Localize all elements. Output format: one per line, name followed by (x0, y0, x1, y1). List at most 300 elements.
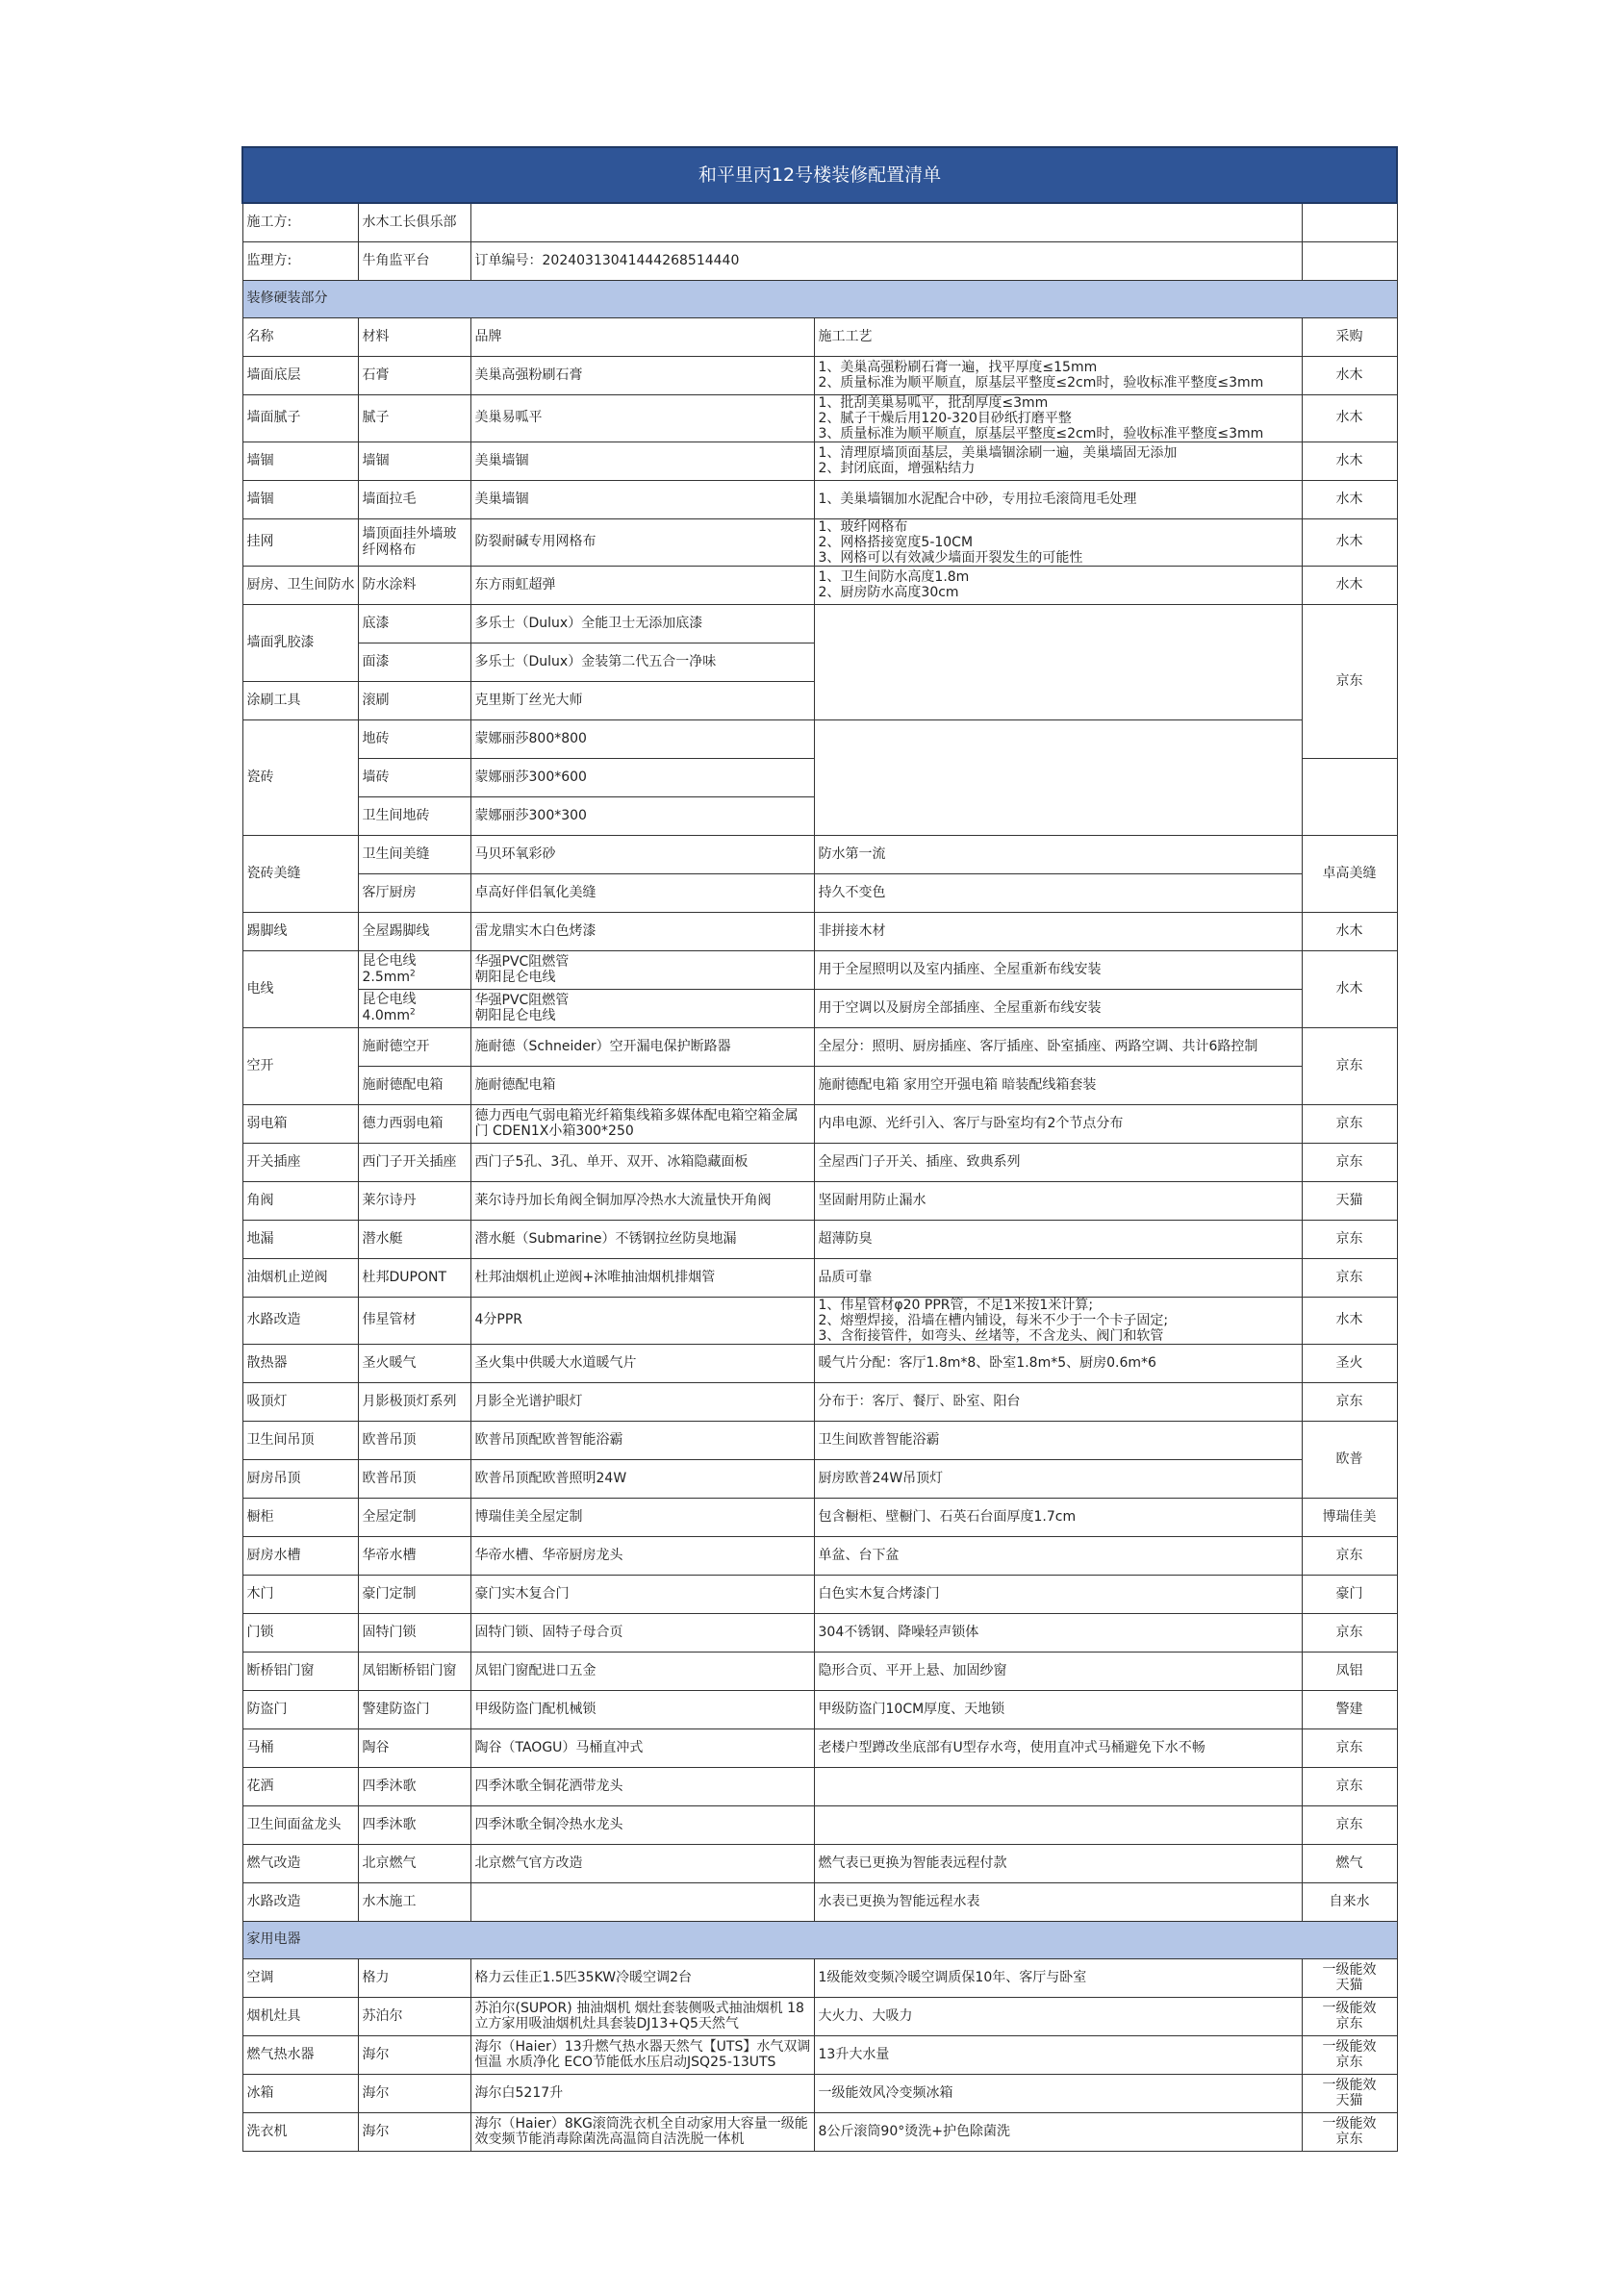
table-row (242, 989, 1397, 1027)
cell-name: 马桶 (242, 1728, 358, 1767)
cell-process-line: 1、伟星管材φ20 PPR管，不足1米按1米计算; (818, 1297, 1094, 1313)
cell-purchase: 水木 (1302, 442, 1397, 480)
cell-brand-line: 门 CDEN1X小箱300*250 (474, 1123, 634, 1139)
cell-name: 水路改造 (242, 1882, 358, 1921)
table-row (242, 480, 1397, 518)
appliance-row (242, 2112, 1397, 2151)
table-row (242, 394, 1397, 442)
table-row (242, 1258, 1397, 1297)
cell-process-line: 全屋西门子开关、插座、致典系列 (818, 1154, 1021, 1170)
cell-brand: 潜水艇（Submarine）不锈钢拉丝防臭地漏 (470, 1220, 814, 1258)
cell-name: 厨房吊顶 (242, 1459, 358, 1498)
appliance-process (814, 2035, 1302, 2074)
section-appliances-label: 家用电器 (242, 1921, 1397, 1958)
cell-purchase: 京东 (1302, 1382, 1397, 1421)
table-row (242, 1104, 1397, 1143)
cell-material: 底漆 (358, 604, 470, 643)
cell-material: 陶谷 (358, 1728, 470, 1767)
cell-purchase: 水木 (1302, 480, 1397, 518)
cell-process-line: 2、厨房防水高度30cm (818, 585, 959, 600)
cell-brand-line: 朝阳昆仑电线 (474, 1008, 556, 1023)
cell-process (814, 989, 1302, 1027)
cell-process-line: 白色实木复合烤漆门 (818, 1586, 940, 1602)
appliance-purchase-line: 天猫 (1335, 1978, 1363, 1993)
cell-process (814, 604, 1302, 719)
table-row (242, 912, 1397, 950)
cell-material: 施耐德配电箱 (358, 1066, 470, 1104)
appliance-purchase-line: 天猫 (1335, 2093, 1363, 2108)
cell-process-line: 1、美巢高强粉刷石膏一遍，找平厚度≤15mm (818, 360, 1098, 375)
cell-process (814, 1220, 1302, 1258)
cell-process-line: 品质可靠 (818, 1270, 873, 1285)
cell-process (814, 1652, 1302, 1690)
cell-brand: 蒙娜丽莎300*300 (470, 796, 814, 835)
cell-material: 客厅厨房 (358, 873, 470, 912)
appliance-process (814, 1958, 1302, 1997)
cell-name: 墙面腻子 (242, 394, 358, 442)
cell-process (814, 1104, 1302, 1143)
cell-process-line: 2、封闭底面，增强粘结力 (818, 461, 976, 476)
cell-material: 固特门锁 (358, 1613, 470, 1652)
contractor-blank (470, 203, 1302, 241)
cell-name: 厨房、卫生间防水 (242, 566, 358, 604)
cell-brand: 4分PPR (470, 1297, 814, 1344)
cell-process-line: 包含橱柜、壁橱门、石英石台面厚度1.7cm (818, 1509, 1077, 1525)
cell-brand: 施耐德配电箱 (470, 1066, 814, 1104)
appliance-process-line: 1级能效变频冷暖空调质保10年、客厅与卧室 (818, 1970, 1087, 1985)
cell-purchase: 京东 (1302, 1613, 1397, 1652)
cell-process-line: 超薄防臭 (818, 1231, 873, 1247)
table-row (242, 719, 1397, 758)
appliance-material: 海尔 (358, 2035, 470, 2074)
cell-process-line: 3、含衔接管件，如弯头、丝堵等，不含龙头、阀门和软管 (818, 1327, 1164, 1344)
cell-process-line: 2、腻子干燥后用120-320目砂纸打磨平整 (818, 410, 1072, 426)
cell-brand: 马贝环氧彩砂 (470, 835, 814, 873)
cell-name: 涂刷工具 (242, 681, 358, 719)
cell-name: 挂网 (242, 518, 358, 566)
appliance-name: 烟机灶具 (242, 1997, 358, 2035)
cell-material: 水木施工 (358, 1882, 470, 1921)
table-row (242, 1652, 1397, 1690)
cell-brand: 北京燃气官方改造 (470, 1844, 814, 1882)
table-row (242, 1297, 1397, 1344)
cell-name: 水路改造 (242, 1297, 358, 1344)
cell-process-line: 1、卫生间防水高度1.8m (818, 569, 970, 585)
appliance-name: 燃气热水器 (242, 2035, 358, 2074)
cell-brand: 施耐德（Schneider）空开漏电保护断路器 (470, 1027, 814, 1066)
appliance-brand (470, 2035, 814, 2074)
cell-brand: 圣火集中供暖大水道暖气片 (470, 1344, 814, 1382)
cell-brand (470, 950, 814, 989)
cell-process (814, 1767, 1302, 1805)
cell-process (814, 1258, 1302, 1297)
cell-brand-line: 华强PVC阻燃管 (474, 993, 570, 1008)
cell-purchase: 京东 (1302, 1767, 1397, 1805)
cell-process-line: 1、批刮美巢易呱平，批刮厚度≤3mm (818, 394, 1049, 411)
title-row (242, 147, 1397, 203)
cell-material: 全屋定制 (358, 1498, 470, 1536)
cell-name: 角阀 (242, 1181, 358, 1220)
appliance-brand-line: 海尔（Haier）8KG滚筒洗衣机全自动家用大容量一级能 (474, 2116, 808, 2132)
appliance-process (814, 2074, 1302, 2112)
cell-brand: 四季沐歌全铜冷热水龙头 (470, 1805, 814, 1844)
cell-material: 四季沐歌 (358, 1805, 470, 1844)
appliance-row (242, 2035, 1397, 2074)
cell-name: 吸顶灯 (242, 1382, 358, 1421)
table-row (242, 1344, 1397, 1382)
appliance-purchase (1302, 2035, 1397, 2074)
table-row (242, 1143, 1397, 1181)
appliance-purchase-line: 一级能效 (1322, 2001, 1377, 2016)
cell-process-line: 用于空调以及厨房全部插座、全屋重新布线安装 (818, 1000, 1102, 1016)
appliance-purchase (1302, 2074, 1397, 2112)
cell-name: 墙锢 (242, 442, 358, 480)
cell-material: 全屋踢脚线 (358, 912, 470, 950)
appliance-purchase (1302, 1958, 1397, 1997)
appliance-purchase (1302, 1997, 1397, 2035)
cell-process-line: 防水第一流 (818, 846, 886, 862)
cell-process (814, 1728, 1302, 1767)
cell-material: 月影极顶灯系列 (358, 1382, 470, 1421)
cell-process-line: 施耐德配电箱 家用空开强电箱 暗装配线箱套装 (818, 1077, 1097, 1093)
contractor-value: 水木工长俱乐部 (358, 203, 470, 241)
cell-process-line: 厨房欧普24W吊顶灯 (818, 1471, 944, 1486)
cell-name: 卫生间面盆龙头 (242, 1805, 358, 1844)
cell-purchase: 圣火 (1302, 1344, 1397, 1382)
cell-brand: 多乐士（Dulux）金装第二代五合一净味 (470, 643, 814, 681)
cell-material: 西门子开关插座 (358, 1143, 470, 1181)
cell-brand: 美巢高强粉刷石膏 (470, 356, 814, 394)
cell-process-line: 坚固耐用防止漏水 (818, 1193, 926, 1208)
supervisor-value: 牛角监平台 (358, 241, 470, 280)
cell-purchase: 京东 (1302, 1143, 1397, 1181)
appliance-brand (470, 2112, 814, 2151)
table-row (242, 1181, 1397, 1220)
cell-brand: 多乐士（Dulux）全能卫士无添加底漆 (470, 604, 814, 643)
cell-material: 潜水艇 (358, 1220, 470, 1258)
cell-material: 德力西弱电箱 (358, 1104, 470, 1143)
cell-material: 豪门定制 (358, 1575, 470, 1613)
cell-name: 开关插座 (242, 1143, 358, 1181)
supervisor-row (242, 241, 1397, 280)
cell-name: 卫生间吊顶 (242, 1421, 358, 1459)
cell-brand: 雷龙鼎实木白色烤漆 (470, 912, 814, 950)
cell-process-line: 2、网格搭接宽度5-10CM (818, 534, 974, 550)
table-row (242, 518, 1397, 566)
cell-process (814, 1421, 1302, 1459)
cell-process-line: 1、清理原墙顶面基层，美巢墙锢涂刷一遍，美巢墙固无添加 (818, 445, 1178, 461)
contractor-purchase-blank (1302, 203, 1397, 241)
cell-process-line: 隐形合页、平开上悬、加固纱窗 (818, 1663, 1007, 1678)
cell-process (814, 1575, 1302, 1613)
cell-name: 厨房水槽 (242, 1536, 358, 1575)
cell-process-line: 老楼户型蹲改坐底部有U型存水弯，使用直冲式马桶避免下水不畅 (818, 1740, 1205, 1755)
cell-material: 昆仑电线$4.0mm^2$ (358, 989, 470, 1027)
cell-brand: 莱尔诗丹加长角阀全铜加厚冷热水大流量快开角阀 (470, 1181, 814, 1220)
cell-brand: 欧普吊顶配欧普智能浴霸 (470, 1421, 814, 1459)
cell-purchase: 凤铝 (1302, 1652, 1397, 1690)
appliance-brand-line: 效变频节能消毒除菌洗高温筒自洁洗脱一体机 (474, 2132, 745, 2147)
cell-material: 华帝水槽 (358, 1536, 470, 1575)
cell-process (814, 1066, 1302, 1104)
cell-name: 电线 (242, 950, 358, 1027)
appliance-purchase-line: 一级能效 (1322, 1962, 1377, 1978)
cell-process (814, 1297, 1302, 1344)
cell-process (814, 442, 1302, 480)
cell-name: 门锁 (242, 1613, 358, 1652)
appliance-purchase-line: 京东 (1335, 2055, 1363, 2070)
table-row (242, 1613, 1397, 1652)
cell-name: 墙面底层 (242, 356, 358, 394)
cell-purchase: 京东 (1302, 1220, 1397, 1258)
table-row (242, 604, 1397, 643)
appliance-material: 苏泊尔 (358, 1997, 470, 2035)
cell-process-line: 暖气片分配：客厅1.8m*8、卧室1.8m*5、厨房0.6m*6 (818, 1355, 1156, 1371)
appliance-process (814, 2112, 1302, 2151)
appliance-brand-line: 立方家用吸油烟机灶具套装DJ13+Q5天然气 (474, 2016, 739, 2031)
cell-name: 瓷砖 (242, 719, 358, 835)
cell-process (814, 480, 1302, 518)
cell-brand: 四季沐歌全铜花洒带龙头 (470, 1767, 814, 1805)
cell-material: 凤铝断桥铝门窗 (358, 1652, 470, 1690)
cell-purchase: 欧普 (1302, 1421, 1397, 1498)
cell-material: 卫生间美缝 (358, 835, 470, 873)
appliance-name: 冰箱 (242, 2074, 358, 2112)
cell-purchase: 水木 (1302, 566, 1397, 604)
table-row (242, 1882, 1397, 1921)
cell-material: 卫生间地砖 (358, 796, 470, 835)
appliance-brand (470, 2074, 814, 2112)
config-table (241, 146, 1398, 2152)
appliance-brand-line: 恒温 水质净化 ECO节能低水压启动JSQ25-13UTS (474, 2055, 776, 2070)
table-row (242, 1382, 1397, 1421)
cell-process (814, 1690, 1302, 1728)
cell-process (814, 1181, 1302, 1220)
section-hard-label: 装修硬装部分 (242, 280, 1397, 317)
cell-name: 瓷砖美缝 (242, 835, 358, 912)
cell-process (814, 1805, 1302, 1844)
cell-brand: 防裂耐碱专用网格布 (470, 518, 814, 566)
cell-process-line: 单盆、台下盆 (818, 1548, 900, 1563)
cell-process (814, 950, 1302, 989)
appliance-row (242, 1958, 1397, 1997)
cell-process (814, 566, 1302, 604)
cell-material: 防水涂料 (358, 566, 470, 604)
cell-brand: 华帝水槽、华帝厨房龙头 (470, 1536, 814, 1575)
cell-process (814, 1143, 1302, 1181)
cell-material: 四季沐歌 (358, 1767, 470, 1805)
cell-material: 欧普吊顶 (358, 1459, 470, 1498)
cell-name: 墙面乳胶漆 (242, 604, 358, 681)
cell-process (814, 1459, 1302, 1498)
header-row (242, 317, 1397, 356)
cell-brand-line: 朝阳昆仑电线 (474, 970, 556, 985)
cell-material: 腻子 (358, 394, 470, 442)
appliance-material: 格力 (358, 1958, 470, 1997)
cell-name: 橱柜 (242, 1498, 358, 1536)
cell-process-line: 甲级防盗门10CM厚度、天地锁 (818, 1702, 1005, 1717)
cell-name: 燃气改造 (242, 1844, 358, 1882)
table-row (242, 1805, 1397, 1844)
cell-process-line: 1、玻纤网格布 (818, 518, 908, 535)
cell-process-line: 水表已更换为智能远程水表 (818, 1894, 980, 1909)
cell-brand-line: 德力西电气弱电箱光纤箱集线箱多媒体配电箱空箱金属 (474, 1108, 799, 1123)
order-value: 20240313041444268514440 (542, 252, 740, 268)
cell-purchase: 京东 (1302, 1728, 1397, 1767)
cell-process (814, 518, 1302, 566)
cell-brand: 陶谷（TAOGU）马桶直冲式 (470, 1728, 814, 1767)
cell-name: 木门 (242, 1575, 358, 1613)
cell-name: 踢脚线 (242, 912, 358, 950)
cell-purchase: 卓高美缝 (1302, 835, 1397, 912)
cell-process (814, 1498, 1302, 1536)
appliance-purchase-line: 一级能效 (1322, 2116, 1377, 2132)
cell-name: 防盗门 (242, 1690, 358, 1728)
cell-purchase: 水木 (1302, 356, 1397, 394)
cell-process (814, 1613, 1302, 1652)
appliance-purchase-line: 一级能效 (1322, 2078, 1377, 2093)
cell-purchase: 豪门 (1302, 1575, 1397, 1613)
cell-process (814, 1844, 1302, 1882)
cell-process (814, 1027, 1302, 1066)
section-hard (242, 280, 1397, 317)
table-row (242, 1220, 1397, 1258)
cell-process (814, 1536, 1302, 1575)
order-number (470, 241, 1302, 280)
cell-process-line: 用于全屋照明以及室内插座、全屋重新布线安装 (818, 962, 1102, 977)
appliance-brand (470, 1958, 814, 1997)
cell-name: 花洒 (242, 1767, 358, 1805)
cell-brand: 月影全光谱护眼灯 (470, 1382, 814, 1421)
header-purchase: 采购 (1302, 317, 1397, 356)
appliance-process (814, 1997, 1302, 2035)
cell-name: 油烟机止逆阀 (242, 1258, 358, 1297)
supervisor-purchase-blank (1302, 241, 1397, 280)
table-row (242, 1536, 1397, 1575)
table-row (242, 1844, 1397, 1882)
config-sheet (241, 146, 1396, 2152)
cell-brand: 蒙娜丽莎800*800 (470, 719, 814, 758)
cell-brand: 豪门实木复合门 (470, 1575, 814, 1613)
appliance-process-line: 大火力、大吸力 (818, 2008, 913, 2024)
cell-process (814, 394, 1302, 442)
cell-purchase: 京东 (1302, 1258, 1397, 1297)
appliance-material: 海尔 (358, 2074, 470, 2112)
header-name: 名称 (242, 317, 358, 356)
cell-process-line: 非拼接木材 (818, 923, 886, 939)
cell-brand: 固特门锁、固特子母合页 (470, 1613, 814, 1652)
cell-process-line: 燃气表已更换为智能表远程付款 (818, 1855, 1007, 1871)
appliance-row (242, 1997, 1397, 2035)
appliance-brand-line: 海尔白5217升 (474, 2085, 564, 2101)
cell-name: 墙锢 (242, 480, 358, 518)
cell-material: 墙面拉毛 (358, 480, 470, 518)
table-row (242, 1575, 1397, 1613)
cell-brand: 蒙娜丽莎300*600 (470, 758, 814, 796)
appliance-brand-line: 格力云佳正1.5匹35KW冷暖空调2台 (474, 1970, 693, 1985)
cell-name: 弱电箱 (242, 1104, 358, 1143)
appliance-name: 洗衣机 (242, 2112, 358, 2151)
cell-brand: 欧普吊顶配欧普照明24W (470, 1459, 814, 1498)
appliance-process-line: 8公斤滚筒90°烫洗+护色除菌洗 (818, 2124, 1010, 2139)
cell-material: 滚刷 (358, 681, 470, 719)
cell-purchase: 京东 (1302, 604, 1397, 758)
cell-purchase: 天猫 (1302, 1181, 1397, 1220)
cell-purchase: 水木 (1302, 950, 1397, 1027)
cell-process-line: 1、美巢墙锢加水泥配合中砂，专用拉毛滚筒甩毛处理 (818, 492, 1137, 507)
cell-brand: 西门子5孔、3孔、单开、双开、冰箱隐藏面板 (470, 1143, 814, 1181)
cell-material: 墙锢 (358, 442, 470, 480)
cell-brand: 美巢墙锢 (470, 442, 814, 480)
table-row (242, 356, 1397, 394)
table-row (242, 1728, 1397, 1767)
table-row (242, 1690, 1397, 1728)
cell-brand-line: 华强PVC阻燃管 (474, 954, 570, 970)
table-row (242, 950, 1397, 989)
cell-process (814, 1344, 1302, 1382)
cell-material: 石膏 (358, 356, 470, 394)
table-row (242, 1421, 1397, 1459)
cell-material: 地砖 (358, 719, 470, 758)
header-brand: 品牌 (470, 317, 814, 356)
table-row (242, 1066, 1397, 1104)
cell-name: 散热器 (242, 1344, 358, 1382)
table-row (242, 1459, 1397, 1498)
cell-brand (470, 1882, 814, 1921)
cell-name: 空开 (242, 1027, 358, 1104)
appliance-process-line: 13升大水量 (818, 2047, 890, 2062)
cell-process-line: 3、质量标准为顺平顺直，原基层平整度≤2cm时，验收标准平整度≤3mm (818, 425, 1264, 442)
table-row (242, 1498, 1397, 1536)
cell-brand: 美巢墙锢 (470, 480, 814, 518)
sheet-title: 和平里丙12号楼装修配置清单 (242, 147, 1397, 203)
cell-purchase: 水木 (1302, 1297, 1397, 1344)
cell-material: 杜邦DUPONT (358, 1258, 470, 1297)
table-row (242, 566, 1397, 604)
cell-brand: 美巢易呱平 (470, 394, 814, 442)
cell-purchase: 京东 (1302, 1104, 1397, 1143)
cell-process-line: 3、网格可以有效减少墙面开裂发生的可能性 (818, 549, 1083, 566)
cell-material: 墙砖 (358, 758, 470, 796)
table-row (242, 442, 1397, 480)
cell-name: 断桥铝门窗 (242, 1652, 358, 1690)
cell-process-line: 2、质量标准为顺平顺直，原基层平整度≤2cm时，验收标准平整度≤3mm (818, 375, 1264, 391)
cell-material: 施耐德空开 (358, 1027, 470, 1066)
appliance-purchase-line: 一级能效 (1322, 2039, 1377, 2055)
table-row (242, 1027, 1397, 1066)
cell-process (814, 912, 1302, 950)
cell-brand: 甲级防盗门配机械锁 (470, 1690, 814, 1728)
cell-purchase: 水木 (1302, 394, 1397, 442)
cell-process-line: 卫生间欧普智能浴霸 (818, 1432, 940, 1448)
cell-process (814, 356, 1302, 394)
appliance-material: 海尔 (358, 2112, 470, 2151)
cell-purchase: 水木 (1302, 912, 1397, 950)
cell-material: 墙顶面挂外墙玻纤网格布 (358, 518, 470, 566)
table-row (242, 873, 1397, 912)
cell-brand (470, 1104, 814, 1143)
cell-brand: 凤铝门窗配进口五金 (470, 1652, 814, 1690)
appliance-brand-line: 海尔（Haier）13升燃气热水器天然气【UTS】水气双调 (474, 2039, 811, 2055)
cell-process (814, 1382, 1302, 1421)
cell-material: 欧普吊顶 (358, 1421, 470, 1459)
cell-brand: 东方雨虹超弹 (470, 566, 814, 604)
section-appliances (242, 1921, 1397, 1958)
cell-process (814, 1882, 1302, 1921)
cell-purchase: 警建 (1302, 1690, 1397, 1728)
cell-material: 北京燃气 (358, 1844, 470, 1882)
cell-process-line: 2、熔塑焊接，沿墙在槽内铺设，每米不少于一个卡子固定; (818, 1312, 1169, 1328)
